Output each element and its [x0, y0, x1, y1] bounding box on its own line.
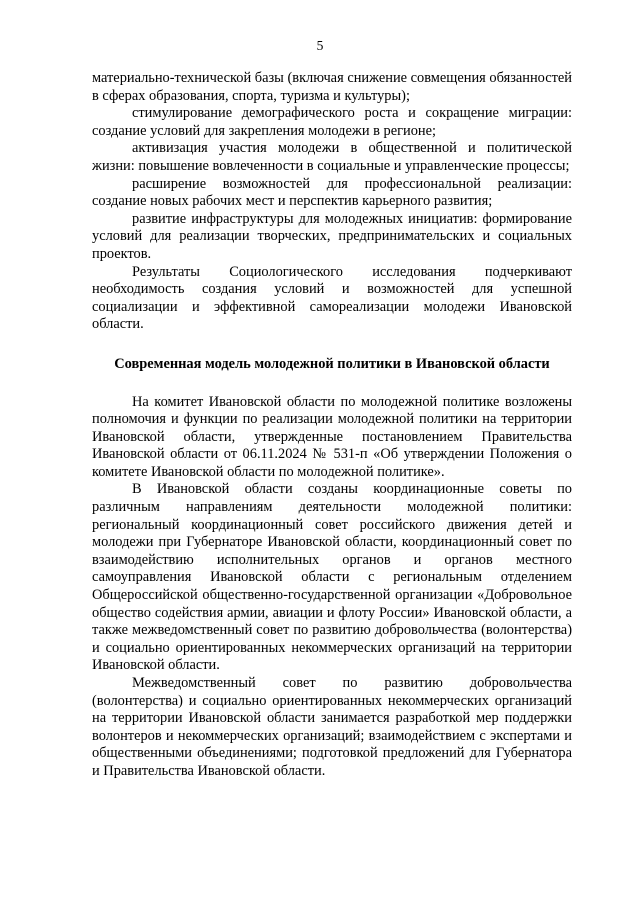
paragraph-list-item-professional: расширение возможностей для профессиональной реализации: создание новых рабочих мест и перспектив карьерного развития;: [92, 175, 572, 210]
paragraph-committee-powers: На комитет Ивановской области по молодежной политике возложены полномочия и функции по реализации молодежной политики на территории Ивановской области, утвержденные постановлением Правительства Ивановской области от 06.11.2024 № 531-п «Об утверждении Положения о комитете Ивановской области по молодежной политике».: [92, 393, 572, 480]
paragraph-interdepartmental-council: Межведомственный совет по развитию добровольчества (волонтерства) и социально ориентированных некоммерческих организаций на территории Ивановской области занимается разработкой мер поддержки волонтеров и некоммерческих организаций; взаимодействием с экспертами и общественными объединениями; подготовкой предложений для Губернатора и Правительства Ивановской области.: [92, 675, 572, 779]
paragraph-coordination-councils: В Ивановской области созданы координационные советы по различным направлениям деятельности молодежной политики: региональный координационный совет российского движения детей и молодежи при Губернаторе Ивановской области, координационный совет по взаимодействию исполнительных органов и органов местного самоуправления Ивановской области с региональным отделением Общероссийской общественно-государственной организации «Добровольное общество содействия армии, авиации и флоту России» Ивановской области, а также межведомственный совет по развитию добровольчества (волонтерства) и социально ориентированных некоммерческих организаций на территории Ивановской области.: [92, 481, 572, 674]
paragraph-list-item-demography: стимулирование демографического роста и сокращение миграции: создание условий для закрепления молодежи в регионе;: [92, 105, 572, 139]
paragraph-list-item-infrastructure-base: материально-технической базы (включая снижение совмещения обязанностей в сферах образования, спорта, туризма и культуры);: [92, 70, 572, 104]
paragraph-list-item-participation: активизация участия молодежи в общественной и политической жизни: повышение вовлеченности в социальные и управленческие процессы;: [92, 140, 572, 174]
paragraph-research-results: Результаты Социологического исследования подчеркивают необходимость создания условий и возможностей для успешной социализации и эффективной самореализации молодежи Ивановской области.: [92, 263, 572, 333]
paragraph-list-item-initiatives: развитие инфраструктуры для молодежных инициатив: формирование условий для реализации творческих, предпринимательских и социальных проектов.: [92, 210, 572, 262]
page-number: 5: [316, 38, 324, 53]
section-heading: Современная модель молодежной политики в Ивановской области: [114, 355, 550, 372]
page-body: [92, 70, 572, 781]
